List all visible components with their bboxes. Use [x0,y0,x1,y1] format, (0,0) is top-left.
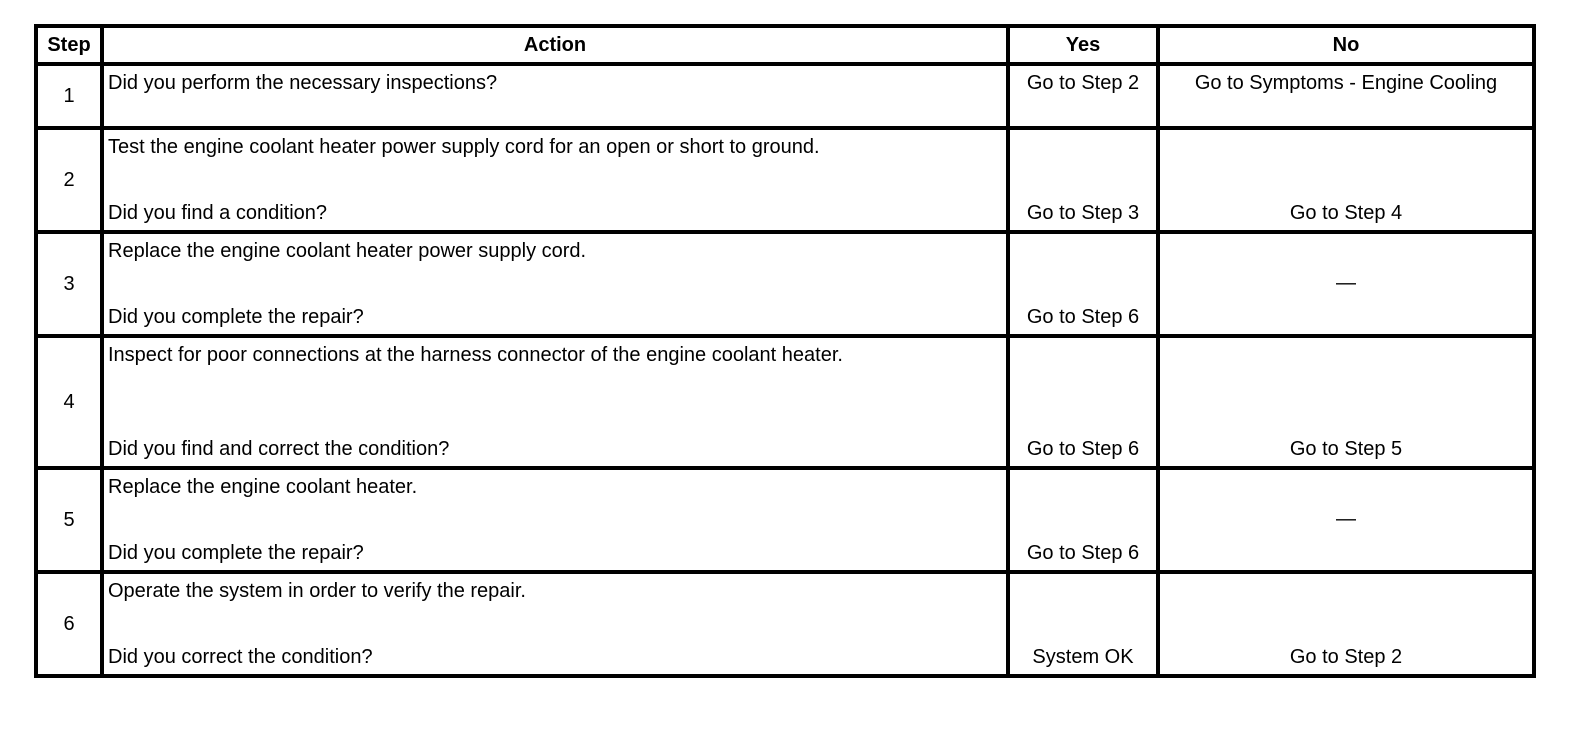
step-number: 5 [36,468,102,572]
action-cell [102,468,1008,572]
header-action: Action [102,26,1008,64]
action-question: Did you correct the condition? [108,646,373,668]
action-question: Did you find a condition? [108,202,328,224]
action-question: Did you perform the necessary inspections? [108,72,498,94]
yes-cell: Go to Step 6 [1008,336,1158,468]
table-row [36,468,1534,572]
header-no: No [1158,26,1534,64]
step-number: 3 [36,232,102,336]
no-cell: Go to Symptoms - Engine Cooling [1158,64,1534,128]
action-cell [102,572,1008,676]
action-instruction: Replace the engine coolant heater power supply cord. [108,240,587,262]
header-step: Step [36,26,102,64]
action-instruction: Test the engine coolant heater power supply cord for an open or short to ground. [108,136,820,158]
action-instruction: Replace the engine coolant heater. [108,476,418,498]
table-row [36,232,1534,336]
header-yes: Yes [1008,26,1158,64]
step-number: 2 [36,128,102,232]
action-cell [102,232,1008,336]
table-row [36,572,1534,676]
action-question: Did you find and correct the condition? [108,438,450,460]
table-header-row [36,26,1534,64]
no-cell: Go to Step 4 [1158,128,1534,232]
action-instruction: Inspect for poor connections at the harness connector of the engine coolant heater. [108,344,843,366]
step-number: 1 [36,64,102,128]
table-row [36,128,1534,232]
no-cell: Go to Step 5 [1158,336,1534,468]
no-cell: Go to Step 2 [1158,572,1534,676]
step-number: 4 [36,336,102,468]
action-cell [102,128,1008,232]
yes-cell: Go to Step 6 [1008,468,1158,572]
no-cell: — [1158,232,1534,336]
action-cell [102,336,1008,468]
table-row [36,64,1534,128]
no-cell: — [1158,468,1534,572]
diagnostic-table [34,24,1536,678]
yes-cell: Go to Step 3 [1008,128,1158,232]
yes-cell: Go to Step 6 [1008,232,1158,336]
step-number: 6 [36,572,102,676]
action-question: Did you complete the repair? [108,542,364,564]
action-instruction: Operate the system in order to verify the repair. [108,580,526,602]
yes-cell: System OK [1008,572,1158,676]
yes-cell: Go to Step 2 [1008,64,1158,128]
action-cell [102,64,1008,128]
action-question: Did you complete the repair? [108,306,364,328]
diagnostic-table-container [34,24,1532,678]
table-row [36,336,1534,468]
